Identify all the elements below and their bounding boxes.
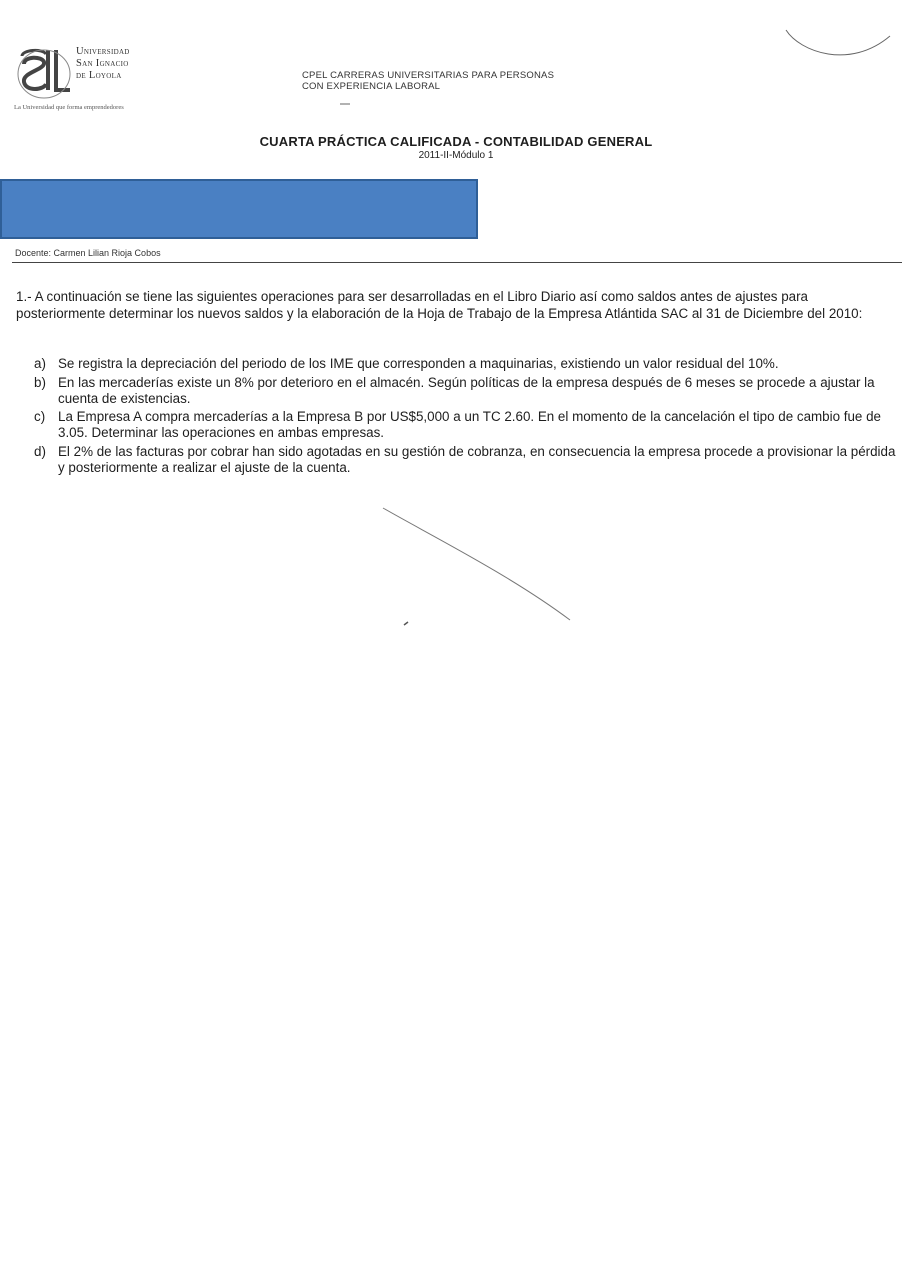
list-item <box>34 356 900 372</box>
university-name-line-1: Universidad <box>76 46 130 57</box>
university-tagline: La Universidad que forma emprendedores <box>14 104 124 111</box>
document-title: CUARTA PRÁCTICA CALIFICADA - CONTABILIDAD GENERAL <box>259 134 653 149</box>
item-marker: a) <box>34 356 46 371</box>
list-item <box>34 409 900 441</box>
document-subtitle: 2011-II-Módulo 1 <box>418 150 494 161</box>
item-text: La Empresa A compra mercaderías a la Empresa B por US$5,000 a un TC 2.60. En el momento de la cancelación el tipo de cambio fue de 3.05. Determinar las operaciones en ambas empresas. <box>58 409 881 441</box>
diagonal-strike-mark <box>383 508 570 620</box>
redaction-box <box>0 179 478 239</box>
program-line-1: CPEL CARRERAS UNIVERSITARIAS PARA PERSONAS <box>302 70 555 81</box>
teacher-name: Docente: Carmen Lilian Rioja Cobos <box>15 248 161 258</box>
header-divider <box>12 262 902 263</box>
item-marker: b) <box>34 374 46 390</box>
list-item <box>34 444 900 476</box>
list-item <box>34 375 900 407</box>
tick-mark <box>404 622 408 625</box>
corner-arc-mark <box>786 30 890 55</box>
university-logo-icon <box>16 44 72 100</box>
item-text: El 2% de las facturas por cobrar han sido agotadas en su gestión de cobranza, en consecuencia la empresa procede a provisionar la pérdida y posteriormente a realizar el ajuste de la cuenta. <box>58 443 896 475</box>
question-items <box>34 356 900 479</box>
item-text: En las mercaderías existe un 8% por deterioro en el almacén. Según políticas de la empresa después de 6 meses se procede a ajustar la cuenta de existencias. <box>58 374 875 406</box>
question-intro: 1.- A continuación se tiene las siguientes operaciones para ser desarrolladas en el Libro Diario así como saldos antes de ajustes para posteriormente determinar los nuevos saldos y la elaboración de la Hoja de Trabajo de la Empresa Atlántida SAC al 31 de Diciembre del 2010: <box>16 289 863 321</box>
item-marker: c) <box>34 409 46 425</box>
item-marker: d) <box>34 443 46 459</box>
item-text: Se registra la depreciación del periodo de los IME que corresponden a maquinarias, existiendo un valor residual del 10%. <box>58 356 779 371</box>
university-name-line-2: San Ignacio <box>76 58 129 69</box>
university-name-line-3: de Loyola <box>76 70 122 81</box>
program-line-2: CON EXPERIENCIA LABORAL <box>302 81 441 92</box>
